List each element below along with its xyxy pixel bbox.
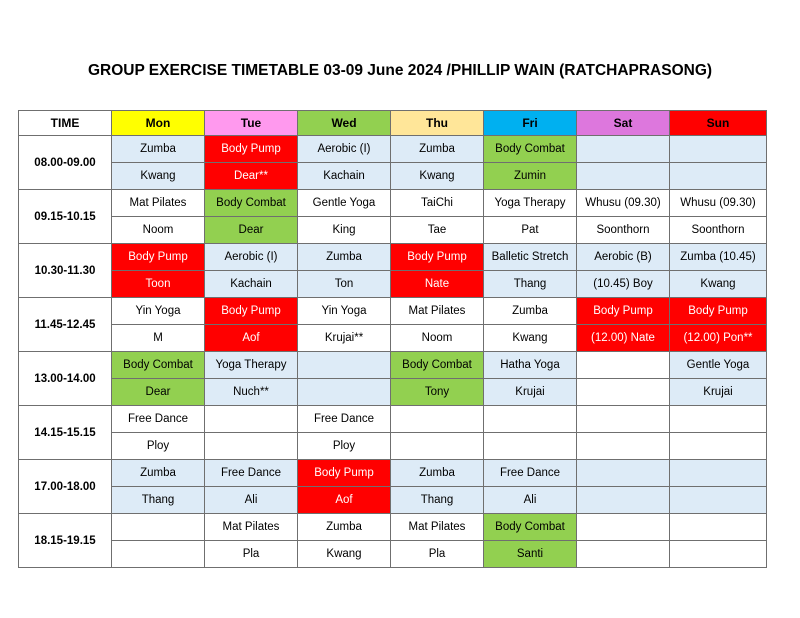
class-name-mon: Mat Pilates <box>112 190 205 217</box>
time-slot-row-instructors <box>19 271 767 298</box>
class-name-fri: Hatha Yoga <box>484 352 577 379</box>
instructor-name-sat <box>577 433 670 460</box>
instructor-name-thu: Pla <box>391 541 484 568</box>
class-name-fri: Yoga Therapy <box>484 190 577 217</box>
class-name-sun: Gentle Yoga <box>670 352 767 379</box>
day-header-tue: Tue <box>205 111 298 136</box>
time-slot-label: 10.30-11.30 <box>19 244 112 298</box>
class-name-sun <box>670 136 767 163</box>
class-name-mon: Body Combat <box>112 352 205 379</box>
class-name-wed <box>298 352 391 379</box>
timetable <box>18 110 767 568</box>
time-slot-row-instructors <box>19 163 767 190</box>
instructor-name-wed: Krujai** <box>298 325 391 352</box>
time-slot-label: 14.15-15.15 <box>19 406 112 460</box>
class-name-tue: Free Dance <box>205 460 298 487</box>
instructor-name-mon: Toon <box>112 271 205 298</box>
instructor-name-thu: Noom <box>391 325 484 352</box>
instructor-name-thu: Thang <box>391 487 484 514</box>
class-name-fri: Balletic Stretch <box>484 244 577 271</box>
instructor-name-mon <box>112 541 205 568</box>
time-slot-row-instructors <box>19 433 767 460</box>
header-row <box>19 111 767 136</box>
class-name-tue: Aerobic (I) <box>205 244 298 271</box>
time-slot-row <box>19 514 767 541</box>
instructor-name-wed: King <box>298 217 391 244</box>
class-name-sat <box>577 136 670 163</box>
instructor-name-fri: Krujai <box>484 379 577 406</box>
class-name-sun: Whusu (09.30) <box>670 190 767 217</box>
time-slot-label: 09.15-10.15 <box>19 190 112 244</box>
timetable-body <box>19 136 767 568</box>
instructor-name-wed: Kwang <box>298 541 391 568</box>
time-slot-row-instructors <box>19 487 767 514</box>
time-slot-row <box>19 406 767 433</box>
class-name-fri: Free Dance <box>484 460 577 487</box>
instructor-name-mon: M <box>112 325 205 352</box>
class-name-mon: Yin Yoga <box>112 298 205 325</box>
instructor-name-fri: Pat <box>484 217 577 244</box>
class-name-fri: Zumba <box>484 298 577 325</box>
class-name-sat <box>577 406 670 433</box>
instructor-name-mon: Dear <box>112 379 205 406</box>
instructor-name-mon: Ploy <box>112 433 205 460</box>
instructor-name-fri <box>484 433 577 460</box>
instructor-name-wed: Ploy <box>298 433 391 460</box>
class-name-wed: Zumba <box>298 514 391 541</box>
time-slot-label: 18.15-19.15 <box>19 514 112 568</box>
class-name-sun: Body Pump <box>670 298 767 325</box>
instructor-name-fri: Thang <box>484 271 577 298</box>
time-slot-label: 13.00-14.00 <box>19 352 112 406</box>
instructor-name-sun <box>670 433 767 460</box>
time-slot-row-instructors <box>19 325 767 352</box>
class-name-mon <box>112 514 205 541</box>
class-name-mon: Zumba <box>112 460 205 487</box>
instructor-name-sat <box>577 379 670 406</box>
class-name-mon: Body Pump <box>112 244 205 271</box>
class-name-wed: Yin Yoga <box>298 298 391 325</box>
instructor-name-wed: Aof <box>298 487 391 514</box>
time-slot-row-instructors <box>19 541 767 568</box>
instructor-name-fri: Ali <box>484 487 577 514</box>
day-header-wed: Wed <box>298 111 391 136</box>
time-slot-row <box>19 244 767 271</box>
class-name-wed: Zumba <box>298 244 391 271</box>
class-name-sat <box>577 460 670 487</box>
class-name-sat: Aerobic (B) <box>577 244 670 271</box>
class-name-wed: Body Pump <box>298 460 391 487</box>
instructor-name-fri: Zumin <box>484 163 577 190</box>
class-name-mon: Zumba <box>112 136 205 163</box>
instructor-name-sat: Soonthorn <box>577 217 670 244</box>
instructor-name-mon: Thang <box>112 487 205 514</box>
class-name-sat <box>577 514 670 541</box>
time-slot-row <box>19 352 767 379</box>
day-header-fri: Fri <box>484 111 577 136</box>
instructor-name-sun: Soonthorn <box>670 217 767 244</box>
instructor-name-tue: Pla <box>205 541 298 568</box>
instructor-name-mon: Kwang <box>112 163 205 190</box>
time-slot-row <box>19 460 767 487</box>
instructor-name-wed: Ton <box>298 271 391 298</box>
instructor-name-tue: Dear** <box>205 163 298 190</box>
class-name-fri <box>484 406 577 433</box>
class-name-sat: Body Pump <box>577 298 670 325</box>
day-header-sun: Sun <box>670 111 767 136</box>
instructor-name-sun <box>670 487 767 514</box>
class-name-fri: Body Combat <box>484 514 577 541</box>
instructor-name-thu: Kwang <box>391 163 484 190</box>
instructor-name-tue: Aof <box>205 325 298 352</box>
class-name-sun <box>670 514 767 541</box>
instructor-name-thu: Tae <box>391 217 484 244</box>
instructor-name-wed: Kachain <box>298 163 391 190</box>
time-slot-row-instructors <box>19 379 767 406</box>
class-name-tue: Body Pump <box>205 298 298 325</box>
instructor-name-thu: Tony <box>391 379 484 406</box>
class-name-sun <box>670 460 767 487</box>
class-name-sat: Whusu (09.30) <box>577 190 670 217</box>
class-name-thu: Mat Pilates <box>391 514 484 541</box>
class-name-thu: Body Combat <box>391 352 484 379</box>
instructor-name-sun: Krujai <box>670 379 767 406</box>
time-slot-row-instructors <box>19 217 767 244</box>
class-name-wed: Aerobic (I) <box>298 136 391 163</box>
class-name-sun: Zumba (10.45) <box>670 244 767 271</box>
class-name-thu: Zumba <box>391 460 484 487</box>
day-header-thu: Thu <box>391 111 484 136</box>
instructor-name-thu: Nate <box>391 271 484 298</box>
time-slot-row <box>19 136 767 163</box>
instructor-name-sun: (12.00) Pon** <box>670 325 767 352</box>
class-name-tue: Yoga Therapy <box>205 352 298 379</box>
class-name-fri: Body Combat <box>484 136 577 163</box>
page-title: GROUP EXERCISE TIMETABLE 03-09 June 2024 /PHILLIP WAIN (RATCHAPRASONG) <box>87 62 713 79</box>
time-header: TIME <box>19 111 112 136</box>
day-header-sat: Sat <box>577 111 670 136</box>
instructor-name-sun <box>670 163 767 190</box>
class-name-sun <box>670 406 767 433</box>
instructor-name-wed <box>298 379 391 406</box>
day-header-mon: Mon <box>112 111 205 136</box>
class-name-thu: Mat Pilates <box>391 298 484 325</box>
instructor-name-sat <box>577 541 670 568</box>
class-name-thu: Zumba <box>391 136 484 163</box>
class-name-thu <box>391 406 484 433</box>
class-name-mon: Free Dance <box>112 406 205 433</box>
class-name-tue: Mat Pilates <box>205 514 298 541</box>
instructor-name-fri: Santi <box>484 541 577 568</box>
instructor-name-sat <box>577 163 670 190</box>
class-name-tue <box>205 406 298 433</box>
instructor-name-thu <box>391 433 484 460</box>
instructor-name-sun <box>670 541 767 568</box>
instructor-name-tue <box>205 433 298 460</box>
time-slot-row <box>19 190 767 217</box>
instructor-name-fri: Kwang <box>484 325 577 352</box>
class-name-tue: Body Pump <box>205 136 298 163</box>
time-slot-label: 17.00-18.00 <box>19 460 112 514</box>
instructor-name-tue: Kachain <box>205 271 298 298</box>
instructor-name-tue: Nuch** <box>205 379 298 406</box>
instructor-name-sun: Kwang <box>670 271 767 298</box>
class-name-sat <box>577 352 670 379</box>
class-name-wed: Free Dance <box>298 406 391 433</box>
time-slot-row <box>19 298 767 325</box>
time-slot-label: 11.45-12.45 <box>19 298 112 352</box>
instructor-name-mon: Noom <box>112 217 205 244</box>
class-name-thu: Body Pump <box>391 244 484 271</box>
instructor-name-tue: Dear <box>205 217 298 244</box>
instructor-name-sat: (12.00) Nate <box>577 325 670 352</box>
class-name-thu: TaiChi <box>391 190 484 217</box>
class-name-tue: Body Combat <box>205 190 298 217</box>
instructor-name-tue: Ali <box>205 487 298 514</box>
instructor-name-sat <box>577 487 670 514</box>
instructor-name-sat: (10.45) Boy <box>577 271 670 298</box>
class-name-wed: Gentle Yoga <box>298 190 391 217</box>
time-slot-label: 08.00-09.00 <box>19 136 112 190</box>
